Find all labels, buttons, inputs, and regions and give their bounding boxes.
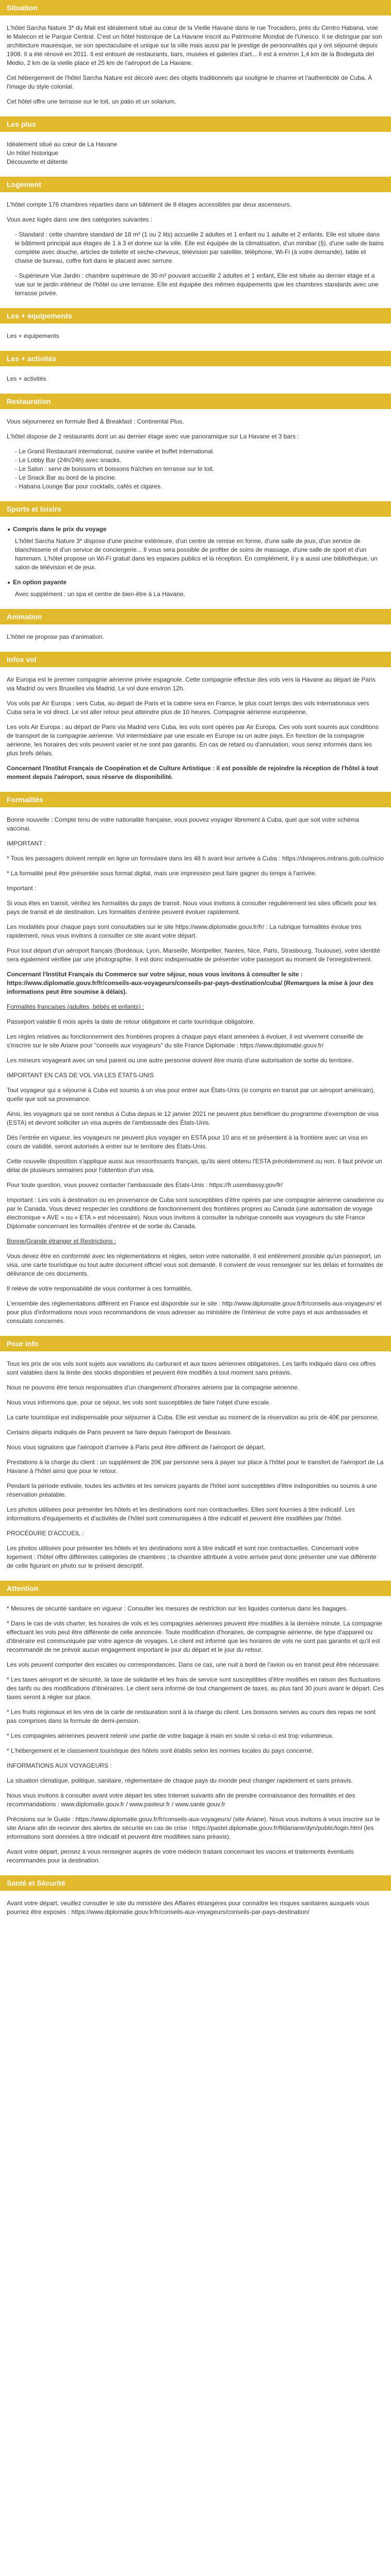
situation-paragraph: Cet hébergement de l'hôtel Sarcha Nature est décoré avec des objets traditionnels qui souligne le charme et l'authenticité de Cuba. À l'image du style colonial.: [7, 74, 372, 90]
section-attention: [0, 1596, 391, 1875]
section-header-sports: Sports et loisirs: [0, 501, 391, 517]
formalites-paragraph: Concernant l'Institut Français du Commerce sur votre séjour, nous vous invitons à consulter le site : https://www.diplomatie.gouv.fr/fr/conseils-aux-voyageurs/conseils-par-pays-destination/cuba/ (Remarques la mise à jour des informations peut être soumise à délais).: [7, 971, 373, 995]
sports-included-label: Compris dans le prix du voyage: [7, 525, 384, 534]
section-pour-info: [0, 1351, 391, 1581]
restauration-item: - Habana Lounge Bar pour cocktails, cafés et cigares.: [15, 483, 162, 490]
infos-vol-paragraph: Les vols Air Europa : au départ de Paris via Madrid vers Cuba, les vols sont opérés par Air Europa. Ces vols sont soumis aux conditions de transport de la compagnie aérienne. Vol intermédiaire par une escale en Europe ou un autre pays. En fonction de la compagnie aérienne, les horaires des vols peuvent varier et ne sont pas garantis. En cas de retard ou d'annulation, vous serez informés dans les plus brefs délais.: [7, 723, 379, 757]
formalites-paragraph: Les règles relatives au fonctionnement des frontières propres à chaque pays étant amenées à évoluer, il est vivement conseillé de s'inscrire sur le site Ariane pour "conseils aux voyageurs" du site France Diplomatie : https://www.diplomatie.gouv.fr/: [7, 1033, 364, 1049]
formalites-paragraph: Cette nouvelle disposition s'applique aussi aux ressortissants français, qu'ils aient obtenu l'ESTA précédemment ou non. Il faut prévoir un délai de plusieurs semaines pour l'obtention d'un visa.: [7, 1158, 382, 1174]
attention-paragraph: * Les taxes aéroport et de sécurité, la taxe de solidarité et les frais de service sont susceptibles d'être modifiés en raison des fluctuations des tarifs ou des modifications d'itinéraires. Le client sera informé de tout changement de taxes, au plus tard 30 jours avant le départ. Ces taxes seront à régler sur place.: [7, 1676, 384, 1701]
formalites-paragraph: Les modalités pour chaque pays sont consultables sur le site https://www.diplomatie.gouv.fr/fr/ : La rubrique formalités évolue très rapidement, nous vous invitons à consulter ce site avant votre départ.: [7, 923, 362, 939]
section-formalites: [0, 807, 391, 1336]
situation-paragraph: Cet hôtel offre une terrasse sur le toit, un patio et un solarium.: [7, 98, 176, 105]
formalites-paragraph: * Tous les passagers doivent remplir en ligne un formulaire dans les 48 h avant leur arrivée à Cuba : https://dviajeros.mitrans.gob.cu/inicio: [7, 855, 384, 862]
attention-paragraph: * Les fruits régionaux et les vins de la carte de restauration sont à la charge du client. Les boissons servies au cours des repas ne sont pas comprises dans la formule de demi-pension.: [7, 1708, 376, 1724]
animation-text: L'hôtel ne propose pas d'animation.: [7, 633, 104, 640]
section-header-infos-vol: Infos vol: [0, 652, 391, 667]
section-activites: [0, 366, 391, 394]
sports-paid-list: [7, 578, 384, 587]
attention-paragraph: Précisions sur le Guide : https://www.diplomatie.gouv.fr/fr/conseils-aux-voyageurs/ (site Ariane). Nous vous invitons à vous inscrire sur le site Ariane afin de recevoir des alertes de sécurité en cas de crise : https://pastel.diplomatie.gouv.fr/fildariane/dyn/public/login.html (les informations sont données à titre indicatif et peuvent être modifiées sans préavis).: [7, 1816, 380, 1840]
sports-paid-label: En option payante: [7, 578, 384, 587]
section-header-les-plus: Les plus: [0, 116, 391, 132]
formalites-paragraph: Important :: [7, 885, 37, 892]
section-sports: [0, 517, 391, 609]
logement-paragraph: Vous avez logés dans une des catégories suivantes :: [7, 216, 153, 223]
formalites-paragraph: Passeport valable 6 mois après la date de retour obligatoire et carte touristique obligatoire.: [7, 1018, 255, 1025]
sports-paid-text: Avec supplément : un spa et centre de bien-être à La Havane.: [15, 590, 185, 598]
attention-paragraph: * L'hébergement et le classement touristique des hôtels sont établis selon les normes locales du pays concerné.: [7, 1747, 314, 1754]
pour-info-paragraph: Nous vous signalons que l'aéroport d'arrivée à Paris peut être différent de l'aéroport de départ.: [7, 1444, 265, 1451]
section-header-equipements: Les + équipements: [0, 308, 391, 324]
section-header-formalites: Formalités: [0, 792, 391, 807]
formalites-paragraph: Dès l'entrée en vigueur, les voyageurs ne peuvent plus voyager en ESTA pour 10 ans et se présentent à la frontière avec un visa en cours de validité, seront autorisés à entrer sur le territoire des États-Unis.: [7, 1134, 368, 1150]
formalites-paragraph: Important : Les vols à destination ou en provenance de Cuba sont susceptibles d'être opérés par une compagnie aérienne canadienne ou par le Canada. Vous devez respecter les conditions de fonctionnement des frontières propres au Canada (une autorisation de voyage électronique « AVE » ou « ETA » est nécessaire). Nous vous invitons à consulter la rubrique conseils aux voyageurs du site France Diplomatie concernant les formalités d'entrée et de sortie du Canada.: [7, 1196, 384, 1230]
attention-paragraph: Les vols peuvent comporter des escales ou correspondances. Dans ce cas, une nuit à bord de l'avion ou en transit peut être nécessaire.: [7, 1661, 381, 1668]
sante-paragraph: Avant votre départ, veuillez consulter le site du ministère des Affaires étrangères pour connaître les risques sanitaires auxquels vous pourriez être exposés : https://www.diplomatie.gouv.fr/fr/conseils-aux-voyageurs/conseils-par-pays-destination/: [7, 1900, 369, 1916]
infos-vol-paragraph: Concernant l'Institut Français de Coopération et de Culture Artistique : il est possible de rejoindre la réception de l'hôtel à tout moment depuis l'aéroport, sous réserve de disponibilité.: [7, 765, 379, 781]
formalites-paragraph: IMPORTANT :: [7, 840, 46, 847]
formalites-paragraph: Pour toute question, vous pouvez contacter l'ambassade des États-Unis : https://fr.usembassy.gov/fr/: [7, 1181, 283, 1189]
pour-info-paragraph: Nous vous informons que, pour ce séjour, les vols sont susceptibles de faire l'objet d'une escale.: [7, 1399, 271, 1406]
section-header-attention: Attention: [0, 1581, 391, 1596]
sports-included-list: [7, 525, 384, 534]
formalites-paragraph: L'ensemble des réglementations diffèrent en France est disponible sur le site : http://www.diplomatie.gouv.fr/fr/conseils-aux-voyageurs/ et pour plus d'informations nous vous recommandons de vous adresser au ministère de l'intérieur de votre pays et aux ambassades et consulats concernés.: [7, 1300, 382, 1325]
activites-text: Les + activités: [7, 375, 46, 382]
sports-included-text: L'hôtel Sarcha Nature 3* dispose d'une piscine extérieure, d'un centre de remise en forme, d'une salle de jeux, d'un service de blanchisserie et d'un service de conciergerie... Il vous sera possible de profiter de soins de massage, d'une salle de sport et d'un hammam. L'hôtel propose un Wi-Fi gratuit dans les espaces publics et la réception. En complément, il y a aussi une bibliothèque, un salon de télévision et de jeux.: [15, 537, 378, 571]
les-plus-item: Un hôtel historique: [7, 149, 59, 157]
attention-paragraph: Avant votre départ, pensez à vous renseigner auprès de votre médecin traitant concernant les vaccins et traitements éventuels recommandés pour la destination.: [7, 1848, 354, 1864]
formalites-paragraph: Bonne nouvelle : Compte tenu de votre nationalité française, vous pouvez voyager librement à Cuba, quel que soit votre schéma vaccinal.: [7, 816, 360, 832]
section-les-plus: [0, 132, 391, 177]
section-header-logement: Logement: [0, 177, 391, 192]
les-plus-item: Idéalement situé au cœur de La Havane: [7, 141, 118, 148]
section-header-animation: Animation: [0, 609, 391, 624]
logement-room-superieure: - Supérieure Vue Jardin : chambre supérieure de 30 m² pouvant accueillir 2 adultes et 1 enfant, Elle est située au dernier étage et a vue sur le jardin intérieur de l'hôtel ou une terrasse. Elle est équipée des mêmes équipements que les chambres standards avec une terrasse privée.: [15, 272, 379, 297]
formalites-paragraph: IMPORTANT EN CAS DE VOL VIA LES ÉTATS-UNIS: [7, 1072, 154, 1079]
section-header-situation: Situation: [0, 0, 391, 15]
attention-paragraph: * Les compagnies aériennes peuvent retenir une partie de votre bagage à main en soute si celui-ci est trop volumineux.: [7, 1732, 334, 1739]
pour-info-paragraph: La carte touristique est indispensable pour séjourner à Cuba. Elle est vendue au moment de la réservation au prix de 40€ par personne.: [7, 1414, 379, 1421]
section-sante: [0, 1891, 391, 1927]
section-animation: [0, 624, 391, 652]
pour-info-paragraph: Prestations à la charge du client : un supplément de 20€ par personne sera à payer sur place à l'hôtel pour le transfert de l'aéroport de La Havane à l'hôtel ainsi que pour le retour.: [7, 1459, 384, 1475]
attention-paragraph: * Mesures de sécurité sanitaire en vigueur : Consulter les mesures de restriction sur les liquides contenus dans les bagages.: [7, 1605, 348, 1612]
pour-info-paragraph: Tous les prix de vos vols sont sujets aux variations du carburant et aux taxes aériennes obligatoires. Les tarifs indiqués dans ces offres sont valables dans la limite des stocks disponibles et peuvent être modifiés à tout moment sans préavis.: [7, 1360, 376, 1376]
restauration-item: - Le Snack Bar au bord de la piscine.: [15, 474, 117, 481]
logement-paragraph: L'hôtel compte 176 chambres réparties dans un bâtiment de 8 étages accessibles par deux ascenseurs.: [7, 201, 291, 208]
logement-room-standard: - Standard : cette chambre standard de 18 m² (1 ou 2 lits) accueille 2 adultes et 1 enfant ou 1 adulte et 2 enfants. Elle est située dans le bâtiment principal aux étages de 1 à 3 et donne sur la ville. Elle est équipée de la climatisation, d'un minibar (§), d'une salle de bains complète avec douche, articles de toilette et sèche-cheveux, télévision par satellite, téléphone, Wi-Fi (à votre demande), table et chaise de bureau, coffre fort dans le placard avec serrure.: [15, 231, 384, 264]
section-header-pour-info: Pour info: [0, 1336, 391, 1351]
formalites-paragraph: * La formalité peut être présentée sous format digital, mais une impression peut faire gagner du temps à l'arrivée.: [7, 870, 317, 877]
infos-vol-paragraph: Air Europa est le premier compagnie aérienne privée espagnole. Cette compagnie effectue des vols vers la Havane au départ de Paris via Madrid ou vers Bruxelles via Madrid. Le vol dure environ 12h.: [7, 676, 376, 692]
pour-info-paragraph: Les photos utilisées pour présenter les hôtels et les destinations sont à titre indicatif et sont non contractuelles. Concernant votre logement : l'hôtel offre différentes catégories de chambres ; la chambre attribuée à votre arrivée peut donc présenter une vue différente de celle figurant en photo sur le présent descriptif.: [7, 1545, 377, 1569]
restauration-item: - Le Salon : servi de boissons et boissons fraîches en terrasse sur le toit.: [15, 465, 215, 472]
section-logement: [0, 192, 391, 308]
section-equipements: [0, 324, 391, 351]
equipements-text: Les + équipements: [7, 332, 59, 340]
attention-paragraph: * Dans le cas de vols charter, les horaires de vols et les compagnies aériennes peuvent être modifiés à la dernière minute. La compagnie effectuant les vols peut être différente de celle annoncée. Toute modification d'horaires, de compagnie aérienne, de type d'appareil ou d'itinéraire est communiquée par votre agence de voyages. Le client est informé que les horaires de vols ne sont pas garantis et qu'il est recommandé de ne prévoir aucun engagement important le jour du départ et le jour du retour.: [7, 1620, 382, 1653]
section-header-activites: Les + activités: [0, 351, 391, 366]
restauration-list: [7, 447, 384, 491]
infos-vol-paragraph: Vos vols par Air Europa : vers Cuba, au départ de Paris et la cabine sera en France, le plus court temps des vols internationaux vers Cuba sera le vol direct. Le vol aller retour peut atteindre plus de 10 heures. Compagnie aérienne européenne.: [7, 700, 369, 716]
attention-paragraph: Nous vous invitons à consulter avant votre départ les sites Internet suivants afin de prendre connaissance des formalités et des recommandations : www.diplomatie.gouv.fr / www.pasteur.fr / www.sante.gouv.fr: [7, 1792, 355, 1808]
attention-paragraph: La situation climatique, politique, sanitaire, réglementaire de chaque pays du monde peut changer rapidement et sans préavis.: [7, 1777, 353, 1784]
restauration-item: - Le Lobby Bar (24h/24h) avec snacks.: [15, 456, 122, 464]
situation-paragraph: L'hôtel Sarcha Nature 3* du Mali est idéalement situé au cœur de la Vieille Havane dans le rue Trocadero, près du Centro Habana, voie le Malecon et le Parque Central. C'est un hôtel historique de La Havane inscrit au Patrimoine Mondial de l'Unesco. Il se distingue par son architecture mauresque, se son spectaculaire et unique sur la ville mais aussi par le prestige de personnalités qui y ont séjourné depuis 1908. Il a été rénové en 2011. Il est entouré de restaurants, bars, musées et galeries d'art... Il est à environ 1,4 km de la Bodeguita del Medio, 2 km de la vieille place et 25 km de l'aéroport de La Havane.: [7, 24, 382, 66]
pour-info-paragraph: PROCÉDURE D'ACCUEIL :: [7, 1530, 84, 1537]
pour-info-paragraph: Certains départs indiqués de Paris peuvent se faire depuis l'aéroport de Beauvais.: [7, 1429, 232, 1436]
attention-paragraph: INFORMATIONS AUX VOYAGEURS :: [7, 1762, 112, 1769]
section-header-restauration: Restauration: [0, 394, 391, 409]
formalites-paragraph: Tout voyageur qui a séjourné à Cuba est soumis à un visa pour entrer aux États-Unis (si compris en transit par un aéroport américain), quelle que soit sa provenance.: [7, 1087, 375, 1103]
formalites-paragraph: Pour tout départ d'un aéroport français (Bordeaux, Lyon, Marseille, Montpellier, Nantes, Nice, Paris, Strasbourg, Toulouse), votre identité sera également vérifiée par une photographie. Il est donc indispensable de présenter votre passeport au moment de l'enregistrement.: [7, 947, 381, 963]
restauration-item: - Le Grand Restaurant international, cuisine variée et buffet international.: [15, 448, 215, 455]
formalites-paragraph: Bonne/Grande étranger et Restrictions :: [7, 1238, 117, 1245]
section-restauration: [0, 409, 391, 501]
restauration-paragraph: Vous séjournerez en formule Bed & Breakfast : Continental Plus.: [7, 418, 184, 425]
section-header-sante: Santé et Sécurité: [0, 1875, 391, 1891]
formalites-paragraph: Les mineurs voyageant avec un seul parent ou une autre personne doivent être munis d'une autorisation de sortie du territoire.: [7, 1057, 354, 1064]
formalites-paragraph: Il relève de votre responsabilité de vous conformer à ces formalités.: [7, 1285, 192, 1292]
formalites-paragraph: Ainsi, les voyageurs qui se sont rendus à Cuba depuis le 12 janvier 2021 ne peuvent plus bénéficier du programme d'exemption de visa (ESTA) et devront solliciter un visa auprès de l'ambassade des États-Unis.: [7, 1110, 379, 1126]
restauration-paragraph: L'hôtel dispose de 2 restaurants dont un au dernier étage avec vue panoramique sur La Havane et 3 bars :: [7, 433, 299, 440]
formalites-paragraph: Vous devez être en conformité avec les réglementations et règles, selon votre nationalité. Il est entièrement possible qu'un passeport, un visa, une carte touristique ou tout autre document officiel vous soit demandé. Il convient de vous renseigner sur les délais et formalités de délivrance de ces documents.: [7, 1252, 383, 1277]
formalites-paragraph: Formalités françaises (adultes, bébés et enfants) :: [7, 1003, 144, 1010]
section-situation: [0, 15, 391, 116]
pour-info-paragraph: Les photos utilisées pour présenter les hôtels et les destinations sont non contractuelles. Elles sont fournies à titre indicatif. Les informations d'équipements et d'activités de l'hôtel sont communiquées à titre indicatif et peuvent être modifiées par l'hôtel.: [7, 1506, 355, 1522]
les-plus-item: Découverte et détente: [7, 158, 68, 165]
formalites-paragraph: Si vous êtes en transit, vérifiez les formalités du pays de transit. Nous vous invitons à consulter régulièrement les sites officiels pour les pays de transit et de destination. Les formalités d'entrée peuvent évoluer rapidement.: [7, 900, 377, 916]
pour-info-paragraph: Pendant la période estivale, toutes les activités et les services payants de l'hôtel sont susceptibles d'être indisponibles ou soumis à une réservation préalable.: [7, 1482, 377, 1498]
pour-info-paragraph: Nous ne pouvons être tenus responsables d'un changement d'horaires aériens par la compagnie aérienne.: [7, 1384, 299, 1391]
section-infos-vol: [0, 667, 391, 792]
